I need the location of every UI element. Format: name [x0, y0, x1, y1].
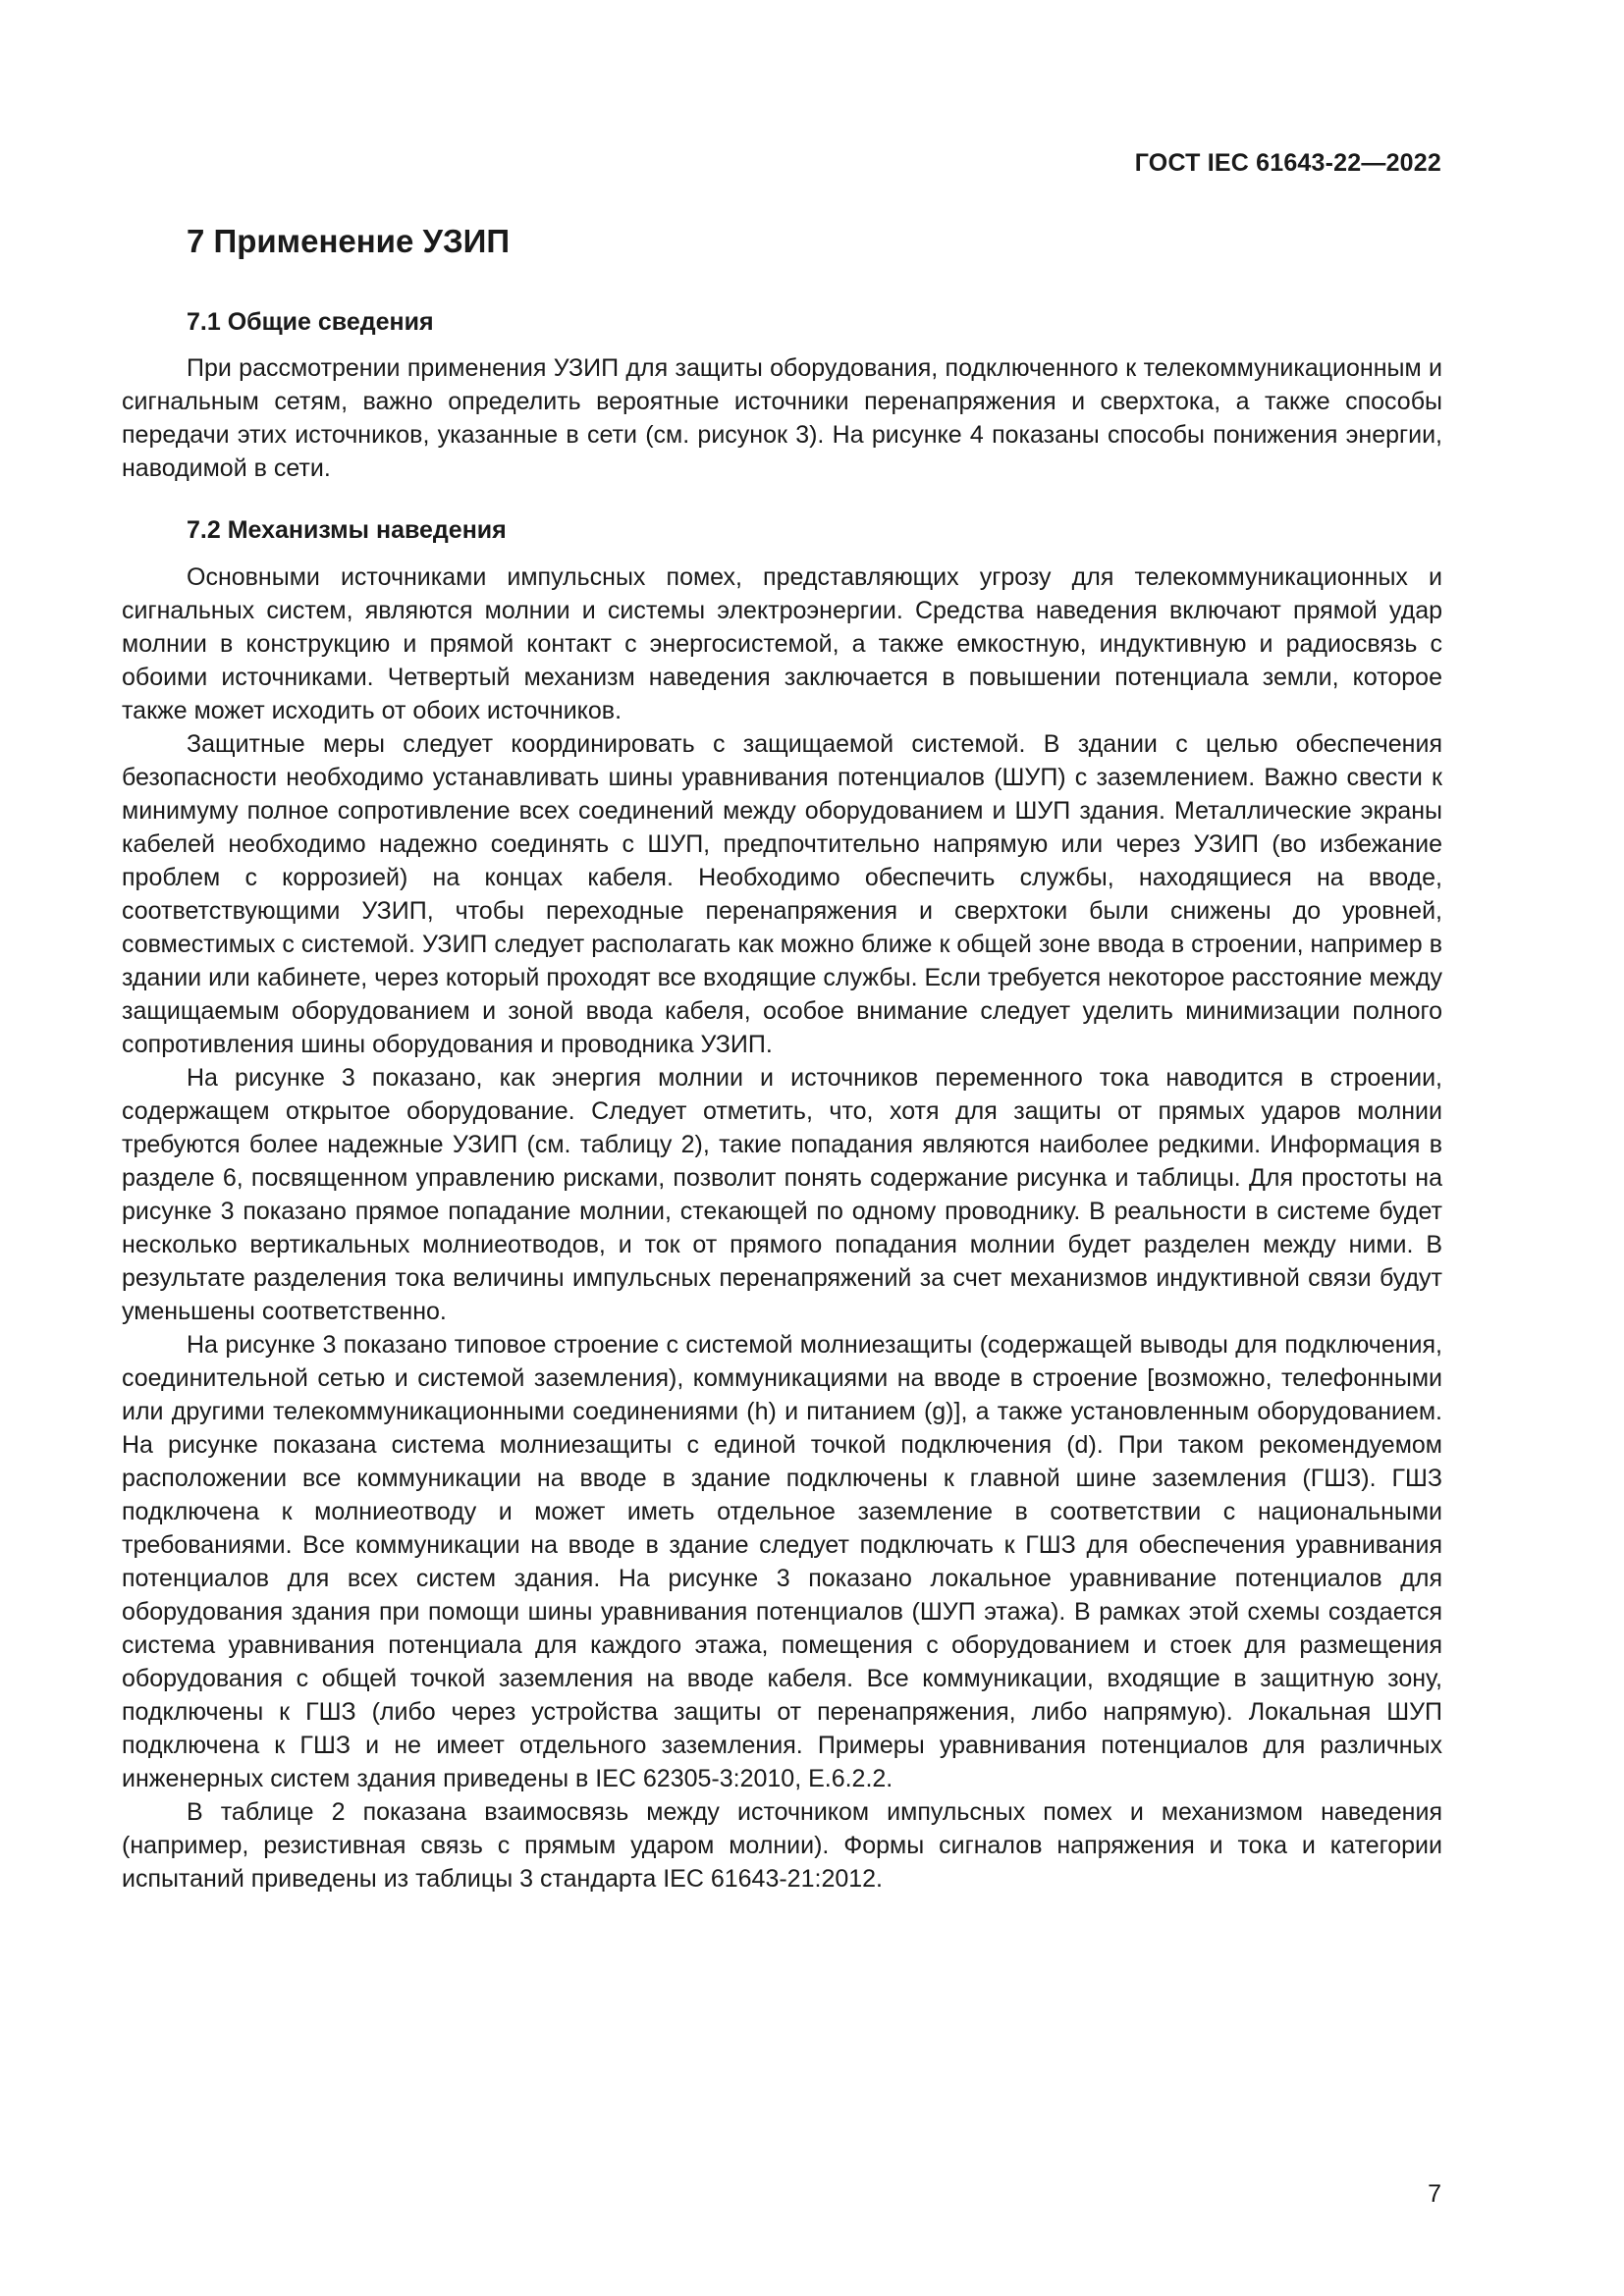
page-number: 7 — [1428, 2180, 1441, 2208]
paragraph: Основными источниками импульсных помех, представляющих угрозу для телекоммуникационных и сигнальных систем, являются молнии и системы электроэнергии. Средства наведения включают прямой удар молнии в конструкцию и прямой контакт с энергосистемой, а также емкостную, индуктивную и радиосвязь с обоими источниками. Четвертый механизм наведения заключается в повышении потенциала земли, которое также может исходить от обоих источников. — [122, 562, 1442, 724]
paragraph: На рисунке 3 показано типовое строение с системой молниезащиты (содержащей выводы для подключения, соединительной сетью и системой заземления), коммуникациями на вводе в строение [возможно, телефонными или другими телекоммуникационными соединениями (h) и питанием (g)], а также установленным оборудованием. На рисунке показана система молниезащиты с единой точкой подключения (d). При таком рекомендуемом расположении все коммуникации на вводе в здание подключены к главной шине заземления (ГШЗ). ГШЗ подключена к молниеотводу и может иметь отдельное заземление в соответствии с национальными требованиями. Все коммуникации на вводе в здание следует подключать к ГШЗ для обеспечения уравнивания потенциалов для всех систем здания. На рисунке 3 показано локальное уравнивание потенциалов для оборудования здания при помощи шины уравнивания потенциалов (ШУП этажа). В рамках этой схемы создается система уравнивания потенциала для каждого этажа, помещения с оборудованием и стоек для размещения оборудования с общей точкой заземления на вводе кабеля. Все коммуникации, входящие в защитную зону, подключены к ГШЗ (либо через устройства защиты от перенапряжения, либо напрямую). Локальная ШУП подключена к ГШЗ и не имеет отдельного заземления. Примеры уравнивания потенциалов для различных инженерных систем здания приведены в IEC 62305-3:2010, E.6.2.2. — [122, 1330, 1442, 1792]
paragraph: При рассмотрении применения УЗИП для защиты оборудования, подключенного к телекоммуникационным и сигнальным сетям, важно определить вероятные источники перенапряжения и сверхтока, а также способы передачи этих источников, указанные в сети (см. рисунок 3). На рисунке 4 показаны способы понижения энергии, наводимой в сети. — [122, 354, 1442, 483]
paragraph: Защитные меры следует координировать с защищаемой системой. В здании с целью обеспечения безопасности необходимо устанавливать шины уравнивания потенциалов (ШУП) с заземлением. Важно свести к минимуму полное сопротивление всех соединений между оборудованием и ШУП здания. Металлические экраны кабелей необходимо надежно соединять с ШУП, предпочтительно напрямую или через УЗИП (во избежание проблем с коррозией) на концах кабеля. Необходимо обеспечить службы, находящиеся на вводе, соответствующими УЗИП, чтобы переходные перенапряжения и сверхтоки были снижены до уровней, совместимых с системой. УЗИП следует располагать как можно ближе к общей зоне ввода в строении, например в здании или кабинете, через который проходят все входящие службы. Если требуется некоторое расстояние между защищаемым оборудованием и зоной ввода кабеля, особое внимание следует уделить минимизации полного сопротивления шины оборудования и проводника УЗИП. — [122, 729, 1442, 1058]
subsection-7-1 — [122, 306, 1442, 486]
subsection-title: 7.2 Механизмы наведения — [187, 516, 507, 545]
subsection-7-2 — [122, 514, 1442, 1896]
document-body — [122, 222, 1442, 1925]
section-title: 7 Применение УЗИП — [187, 223, 511, 259]
paragraph: В таблице 2 показана взаимосвязь между источником импульсных помех и механизмом наведения (например, резистивная связь с прямым ударом молнии). Формы сигналов напряжения и тока и категории испытаний приведены из таблицы 3 стандарта IEC 61643-21:2012. — [122, 1797, 1442, 1893]
subsection-title: 7.1 Общие сведения — [187, 307, 434, 336]
standard-code-header: ГОСТ IEC 61643-22—2022 — [1134, 149, 1441, 177]
paragraph: На рисунке 3 показано, как энергия молнии и источников переменного тока наводится в строении, содержащем открытое оборудование. Следует отметить, что, хотя для защиты от прямых ударов молнии требуются более надежные УЗИП (см. таблицу 2), такие попадания являются наиболее редкими. Информация в разделе 6, посвященном управлению рисками, позволит понять содержание рисунка и таблицы. Для простоты на рисунке 3 показано прямое попадание молнии, стекающей по одному проводнику. В реальности в системе будет несколько вертикальных молниеотводов, и ток от прямого попадания молнии будет разделен между ними. В результате разделения тока величины импульсных перенапряжений за счет механизмов индуктивной связи будут уменьшены соответственно. — [122, 1063, 1442, 1325]
